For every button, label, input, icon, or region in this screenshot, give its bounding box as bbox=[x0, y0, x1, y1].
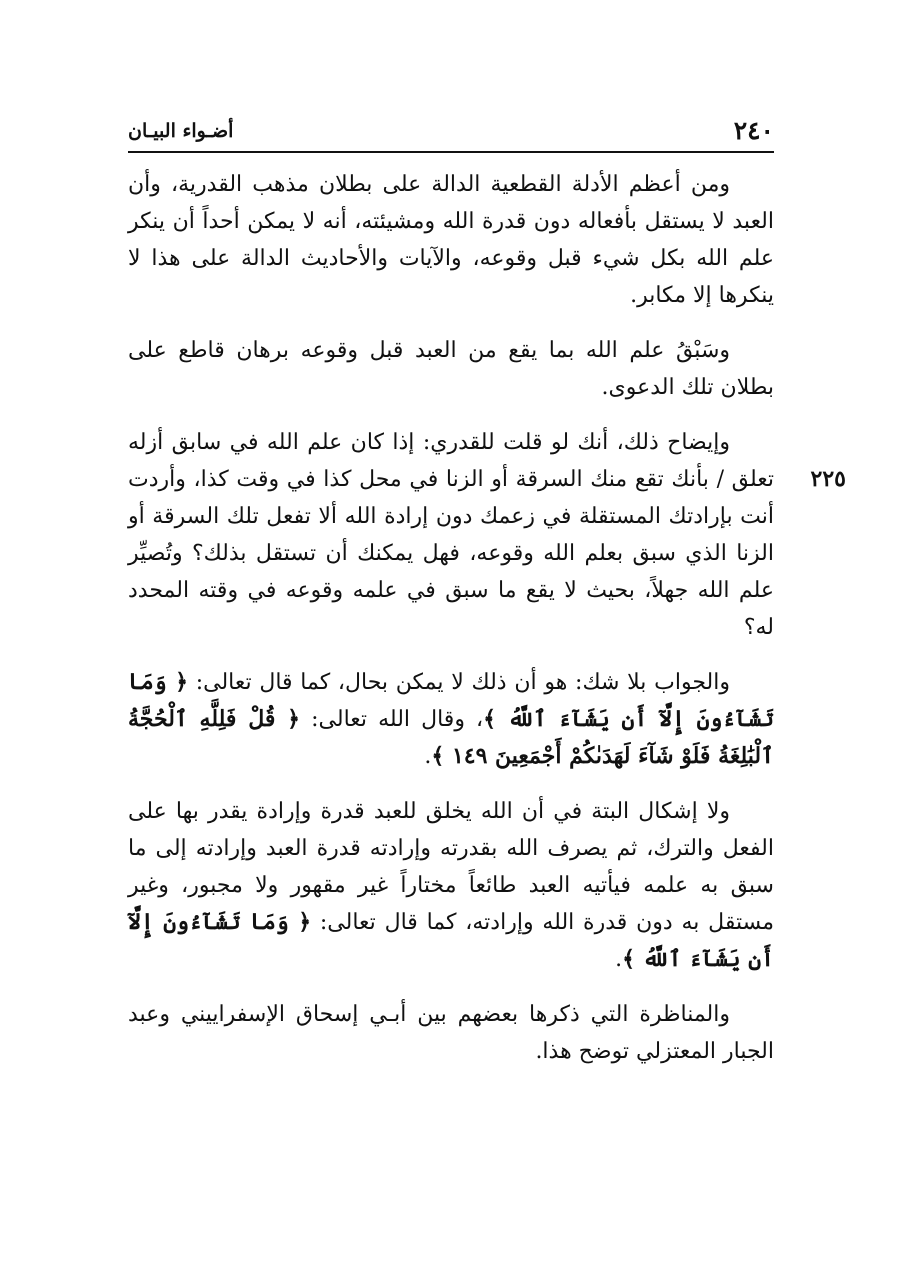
quran-verse-2: ﴿ قُلْ فَلِلَّهِ ٱلْحُجَّةُ ٱلْبَٰلِغَةُ فَلَوْ شَآءَ لَهَدَىٰكُمْ أَجْمَعِينَ ١٤٩ ﴾ bbox=[128, 706, 774, 769]
paragraph-4-text-b: ، وقال الله تعالى: bbox=[300, 707, 484, 732]
body-text bbox=[128, 166, 846, 1088]
running-title: أضـواء البيـان bbox=[128, 120, 234, 142]
margin-page-reference: ٢٢٥ bbox=[810, 466, 846, 492]
page-number: ٢٤٠ bbox=[733, 116, 774, 145]
paragraph-4-text-c: . bbox=[424, 744, 432, 769]
paragraph-6: والمناظرة التي ذكرها بعضهم بين أبـي إسحاق الإسفراييني وعبد الجبار المعتزلي توضح هذا. bbox=[128, 1002, 774, 1064]
header-rule bbox=[128, 151, 774, 153]
paragraph-3: وإيضاح ذلك، أنك لو قلت للقدري: إذا كان علم الله في سابق أزله تعلق / بأنك تقع منك السرقة أو الزنا في محل كذا في وقت كذا، وأردت أنت بإرادتك المستقلة في زعمك دون إرادة الله ألا تفعل تلك السرقة أو الزنا الذي سبق بعلم الله وقوعه، فهل يمكنك أن تستقل بذلك؟ وتُصيِّر علم الله جهلاً، بحيث لا يقع ما سبق في علمه وقوعه في وقته المحدد له؟ bbox=[128, 430, 774, 640]
page-header bbox=[128, 112, 774, 146]
paragraph-5-text-c: . bbox=[615, 947, 623, 972]
paragraph-3-block bbox=[128, 424, 846, 646]
paragraph-5-text-a: ولا إشكال البتة في أن الله يخلق للعبد قدرة وإرادة يقدر بها على الفعل والترك، ثم يصرف الله بقدرته وإرادته قدرة العبد وإرادته إلى ما سبق به علمه فيأتيه العبد طائعاً مختاراً غير مقهور ولا مجبور، وغير مستقل به دون قدرة الله وإرادته، كما قال تعالى: bbox=[128, 799, 774, 935]
quran-verse-1: ﴿ وَمَا تَشَآءُونَ إِلَّآ أَن يَشَآءَ ٱللَّهُ ﴾ bbox=[128, 669, 774, 732]
paragraph-4 bbox=[128, 664, 774, 775]
paragraph-1: ومن أعظم الأدلة القطعية الدالة على بطلان مذهب القدرية، وأن العبد لا يستقل بأفعاله دون قدرة الله ومشيئته، أنه لا يمكن أحداً أن ينكر علم الله بكل شيء قبل وقوعه، والآيات والأحاديث الدالة على هذا لا ينكرها إلا مكابر. bbox=[128, 172, 774, 308]
paragraph-2: وسَبْقُ علم الله بما يقع من العبد قبل وقوعه برهان قاطع على بطلان تلك الدعوى. bbox=[128, 338, 774, 400]
paragraph-5 bbox=[128, 793, 774, 978]
paragraph-4-text-a: والجواب بلا شك: هو أن ذلك لا يمكن بحال، كما قال تعالى: bbox=[187, 670, 730, 695]
quran-verse-3: ﴿ وَمَا تَشَآءُونَ إِلَّآ أَن يَشَآءَ ٱللَّهُ ﴾ bbox=[128, 909, 774, 972]
